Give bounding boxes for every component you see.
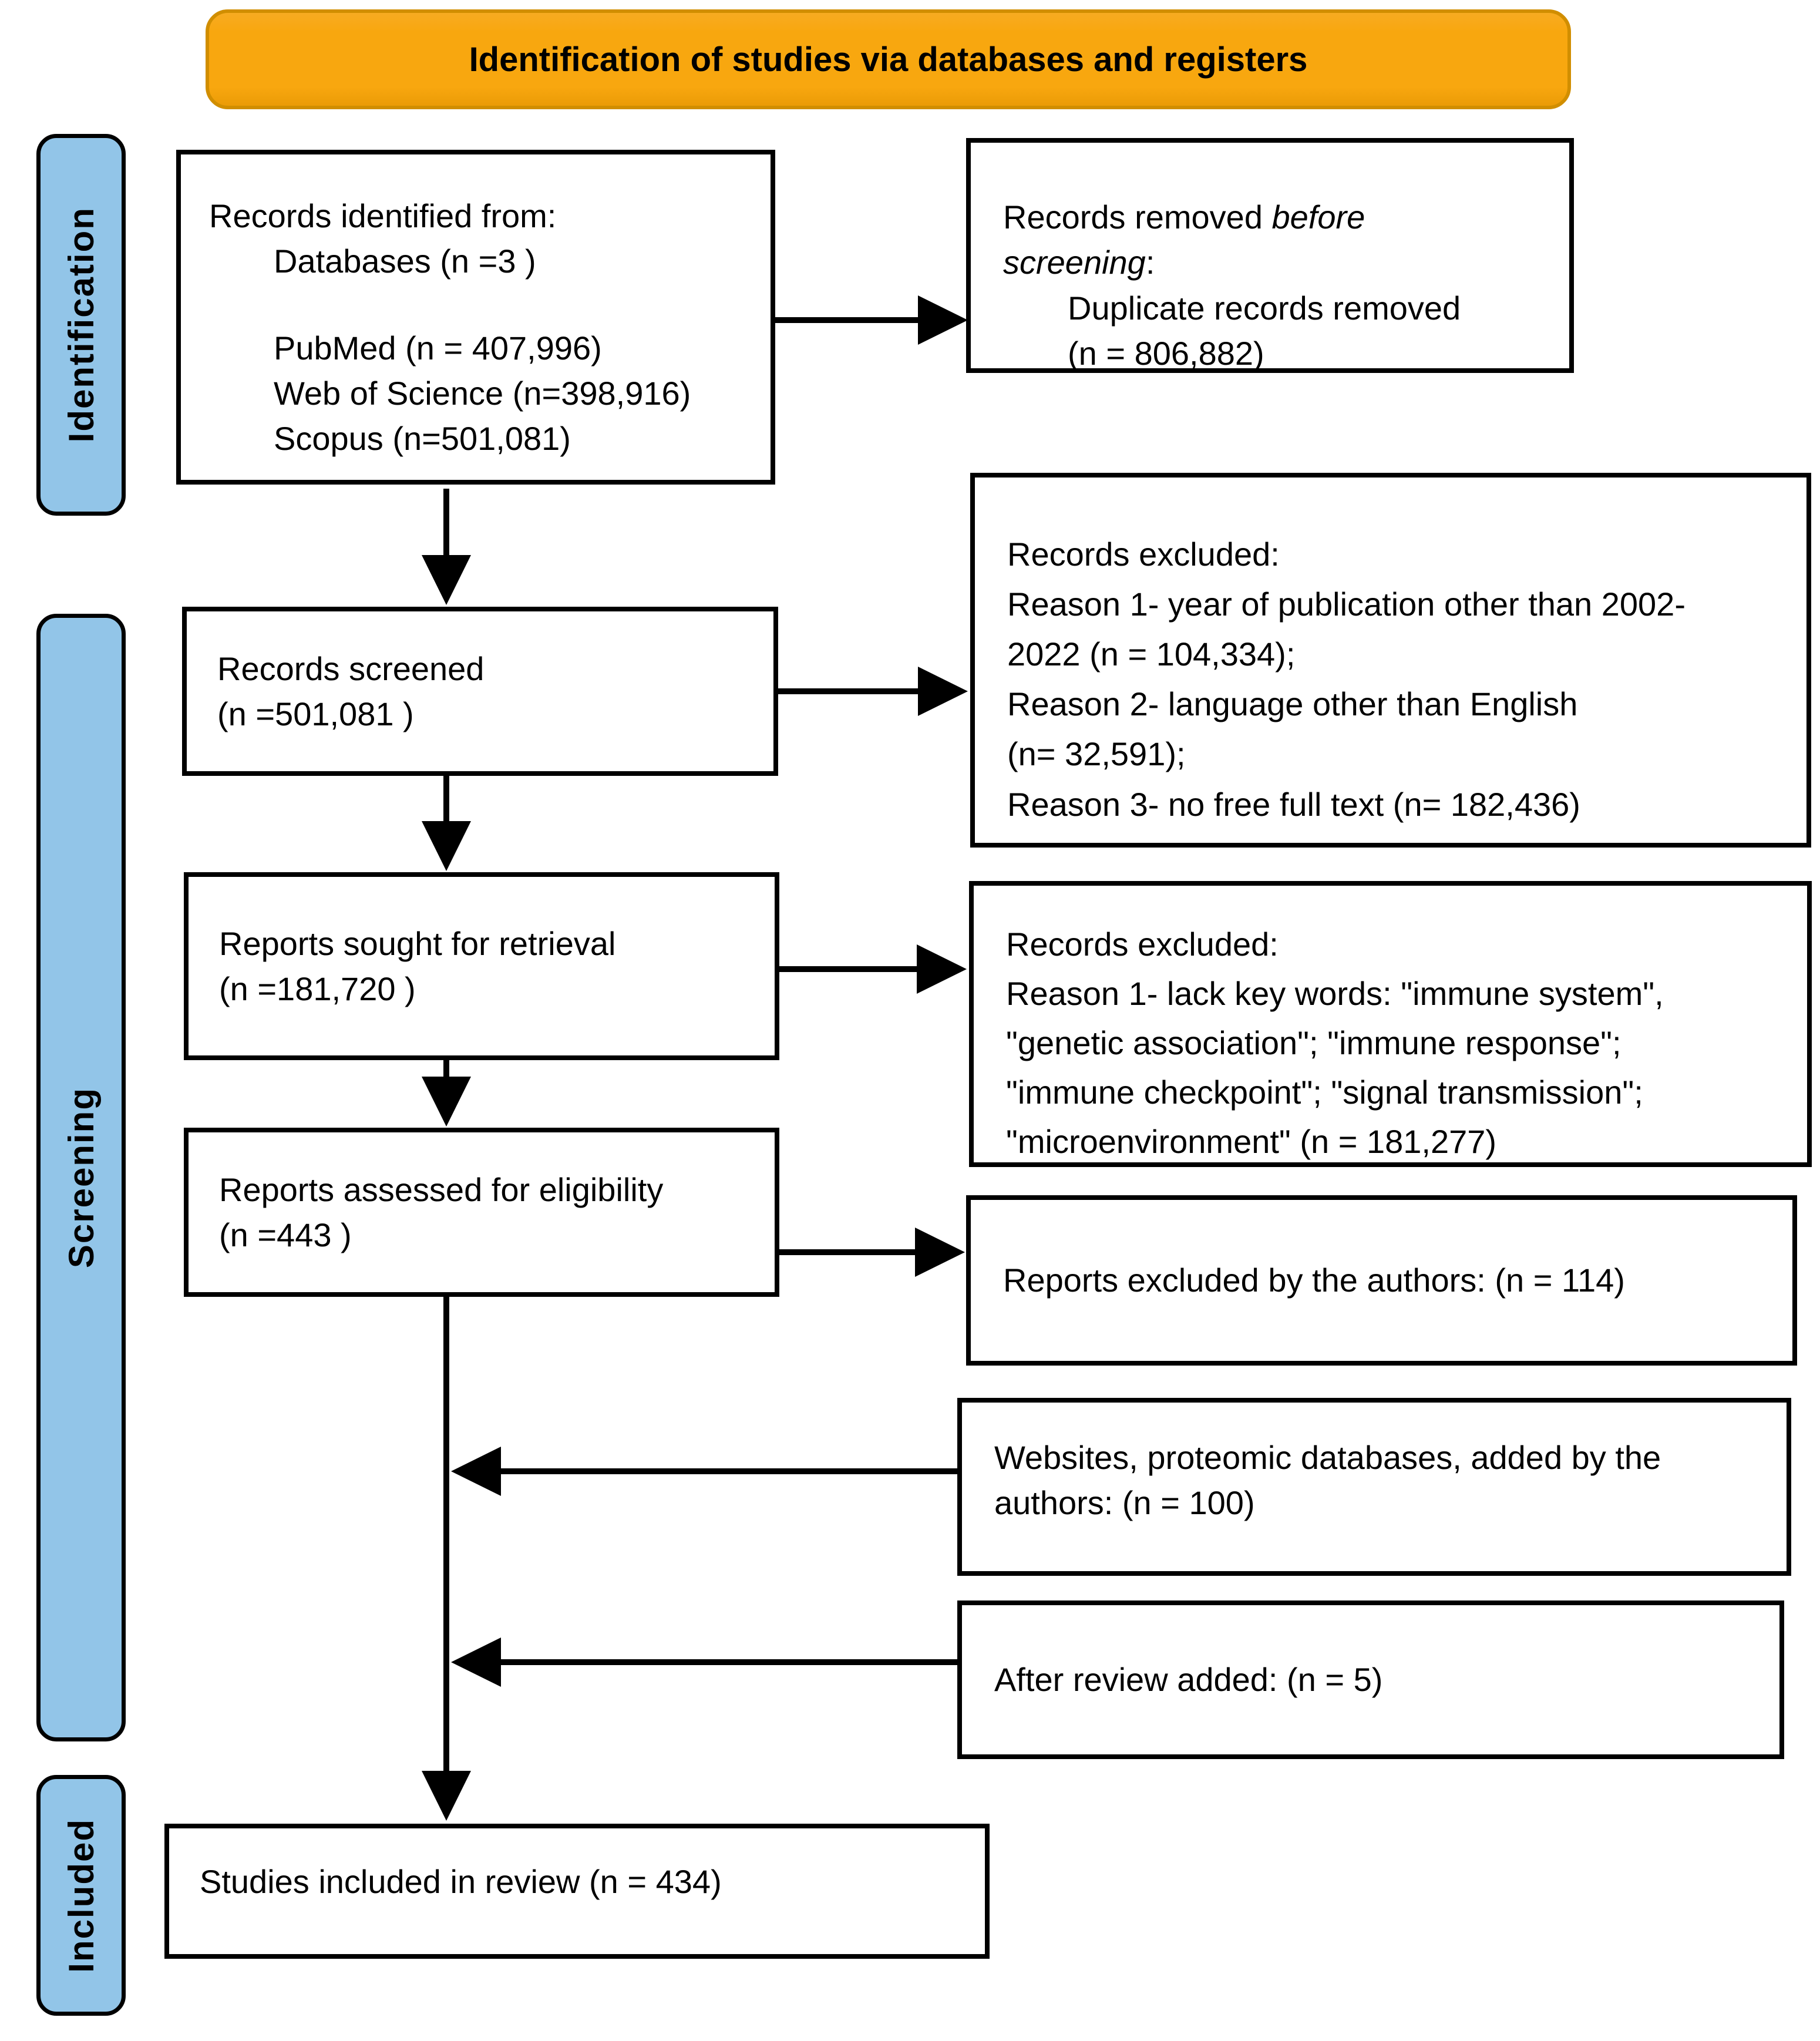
box-reports-assessed	[184, 1128, 779, 1297]
title-banner	[206, 9, 1571, 109]
records-identified-databases: Databases (n =3 )	[274, 243, 536, 280]
box-records-identified	[176, 150, 775, 485]
after-review-text: After review added: (n = 5)	[994, 1661, 1383, 1699]
phase-label-included: Included	[61, 1818, 101, 1973]
reports-assessed-count: (n =443 )	[219, 1216, 352, 1253]
records-removed-line1-italic: before	[1271, 199, 1365, 236]
records-excluded-reason2a: Reason 2- language other than English	[1007, 685, 1578, 723]
records-excluded-reason3: Reason 3- no free full text (n= 182,436)	[1007, 785, 1580, 823]
records-identified-title: Records identified from:	[209, 197, 557, 234]
arrow-sought-to-assessed	[422, 1060, 471, 1127]
records-removed-duplicates: Duplicate records removed	[1068, 289, 1461, 327]
websites-added-line1: Websites, proteomic databases, added by the	[994, 1439, 1661, 1476]
box-records-removed-before-screening	[966, 138, 1574, 373]
records-excluded-retrieval-line4: "microenvironment" (n = 181,277)	[1006, 1123, 1497, 1160]
box-records-excluded-retrieval	[969, 881, 1812, 1167]
records-excluded-screening-title: Records excluded:	[1007, 536, 1280, 573]
box-websites-proteomic-added	[957, 1398, 1791, 1576]
arrow-assessed-to-included	[422, 1297, 471, 1821]
box-records-screened	[182, 607, 778, 776]
arrow-identified-to-removed	[775, 295, 968, 345]
records-screened-count: (n =501,081 )	[217, 695, 414, 732]
records-excluded-reason1a: Reason 1- year of publication other than 2002-	[1007, 586, 1686, 623]
reports-excluded-authors-text: Reports excluded by the authors: (n = 114)	[1003, 1262, 1625, 1299]
arrow-assessed-to-excluded-authors	[779, 1228, 965, 1277]
arrow-identified-to-screened	[422, 489, 471, 605]
websites-added-line2: authors: (n = 100)	[994, 1484, 1255, 1522]
records-removed-line2	[1003, 240, 1552, 285]
records-identified-wos: Web of Science (n=398,916)	[274, 374, 691, 412]
records-removed-line1-normal: Records removed	[1003, 199, 1272, 236]
phase-label-identification: Identification	[61, 207, 101, 443]
arrow-websites-to-flow	[451, 1447, 957, 1496]
box-after-review-added	[957, 1600, 1784, 1759]
arrow-after-review-to-flow	[451, 1637, 957, 1687]
phase-bar-included	[36, 1775, 126, 2016]
reports-assessed-label: Reports assessed for eligibility	[219, 1171, 664, 1208]
arrow-screened-to-sought	[422, 776, 471, 871]
box-reports-sought	[184, 872, 779, 1060]
box-records-excluded-screening	[970, 473, 1811, 848]
diagram-title: Identification of studies via databases and registers	[469, 40, 1308, 79]
records-screened-label: Records screened	[217, 650, 485, 687]
records-removed-line2-italic: screening	[1003, 244, 1146, 281]
records-removed-line2-normal: :	[1145, 244, 1155, 281]
phase-label-screening: Screening	[61, 1087, 101, 1269]
records-excluded-retrieval-line2: "genetic association"; "immune response";	[1006, 1024, 1621, 1061]
records-excluded-retrieval-title: Records excluded:	[1006, 926, 1279, 963]
records-identified-pubmed: PubMed (n = 407,996)	[274, 329, 602, 366]
records-excluded-retrieval-line3: "immune checkpoint"; "signal transmission";	[1006, 1074, 1643, 1111]
reports-sought-label: Reports sought for retrieval	[219, 924, 616, 962]
box-reports-excluded-by-authors	[966, 1195, 1797, 1366]
records-removed-count: (n = 806,882)	[1068, 334, 1264, 372]
arrow-sought-to-excluded	[779, 944, 967, 994]
reports-sought-count: (n =181,720 )	[219, 970, 416, 1007]
phase-bar-screening	[36, 614, 126, 1741]
box-studies-included	[164, 1824, 990, 1959]
records-excluded-reason2b: (n= 32,591);	[1007, 735, 1186, 773]
phase-bar-identification	[36, 134, 126, 516]
records-excluded-retrieval-line1: Reason 1- lack key words: "immune system",	[1006, 975, 1664, 1012]
studies-included-text: Studies included in review (n = 434)	[200, 1863, 722, 1900]
records-excluded-reason1b: 2022 (n = 104,334);	[1007, 635, 1296, 673]
records-removed-line1	[1003, 194, 1552, 240]
arrow-screened-to-excluded	[778, 667, 968, 716]
records-identified-scopus: Scopus (n=501,081)	[274, 420, 571, 458]
